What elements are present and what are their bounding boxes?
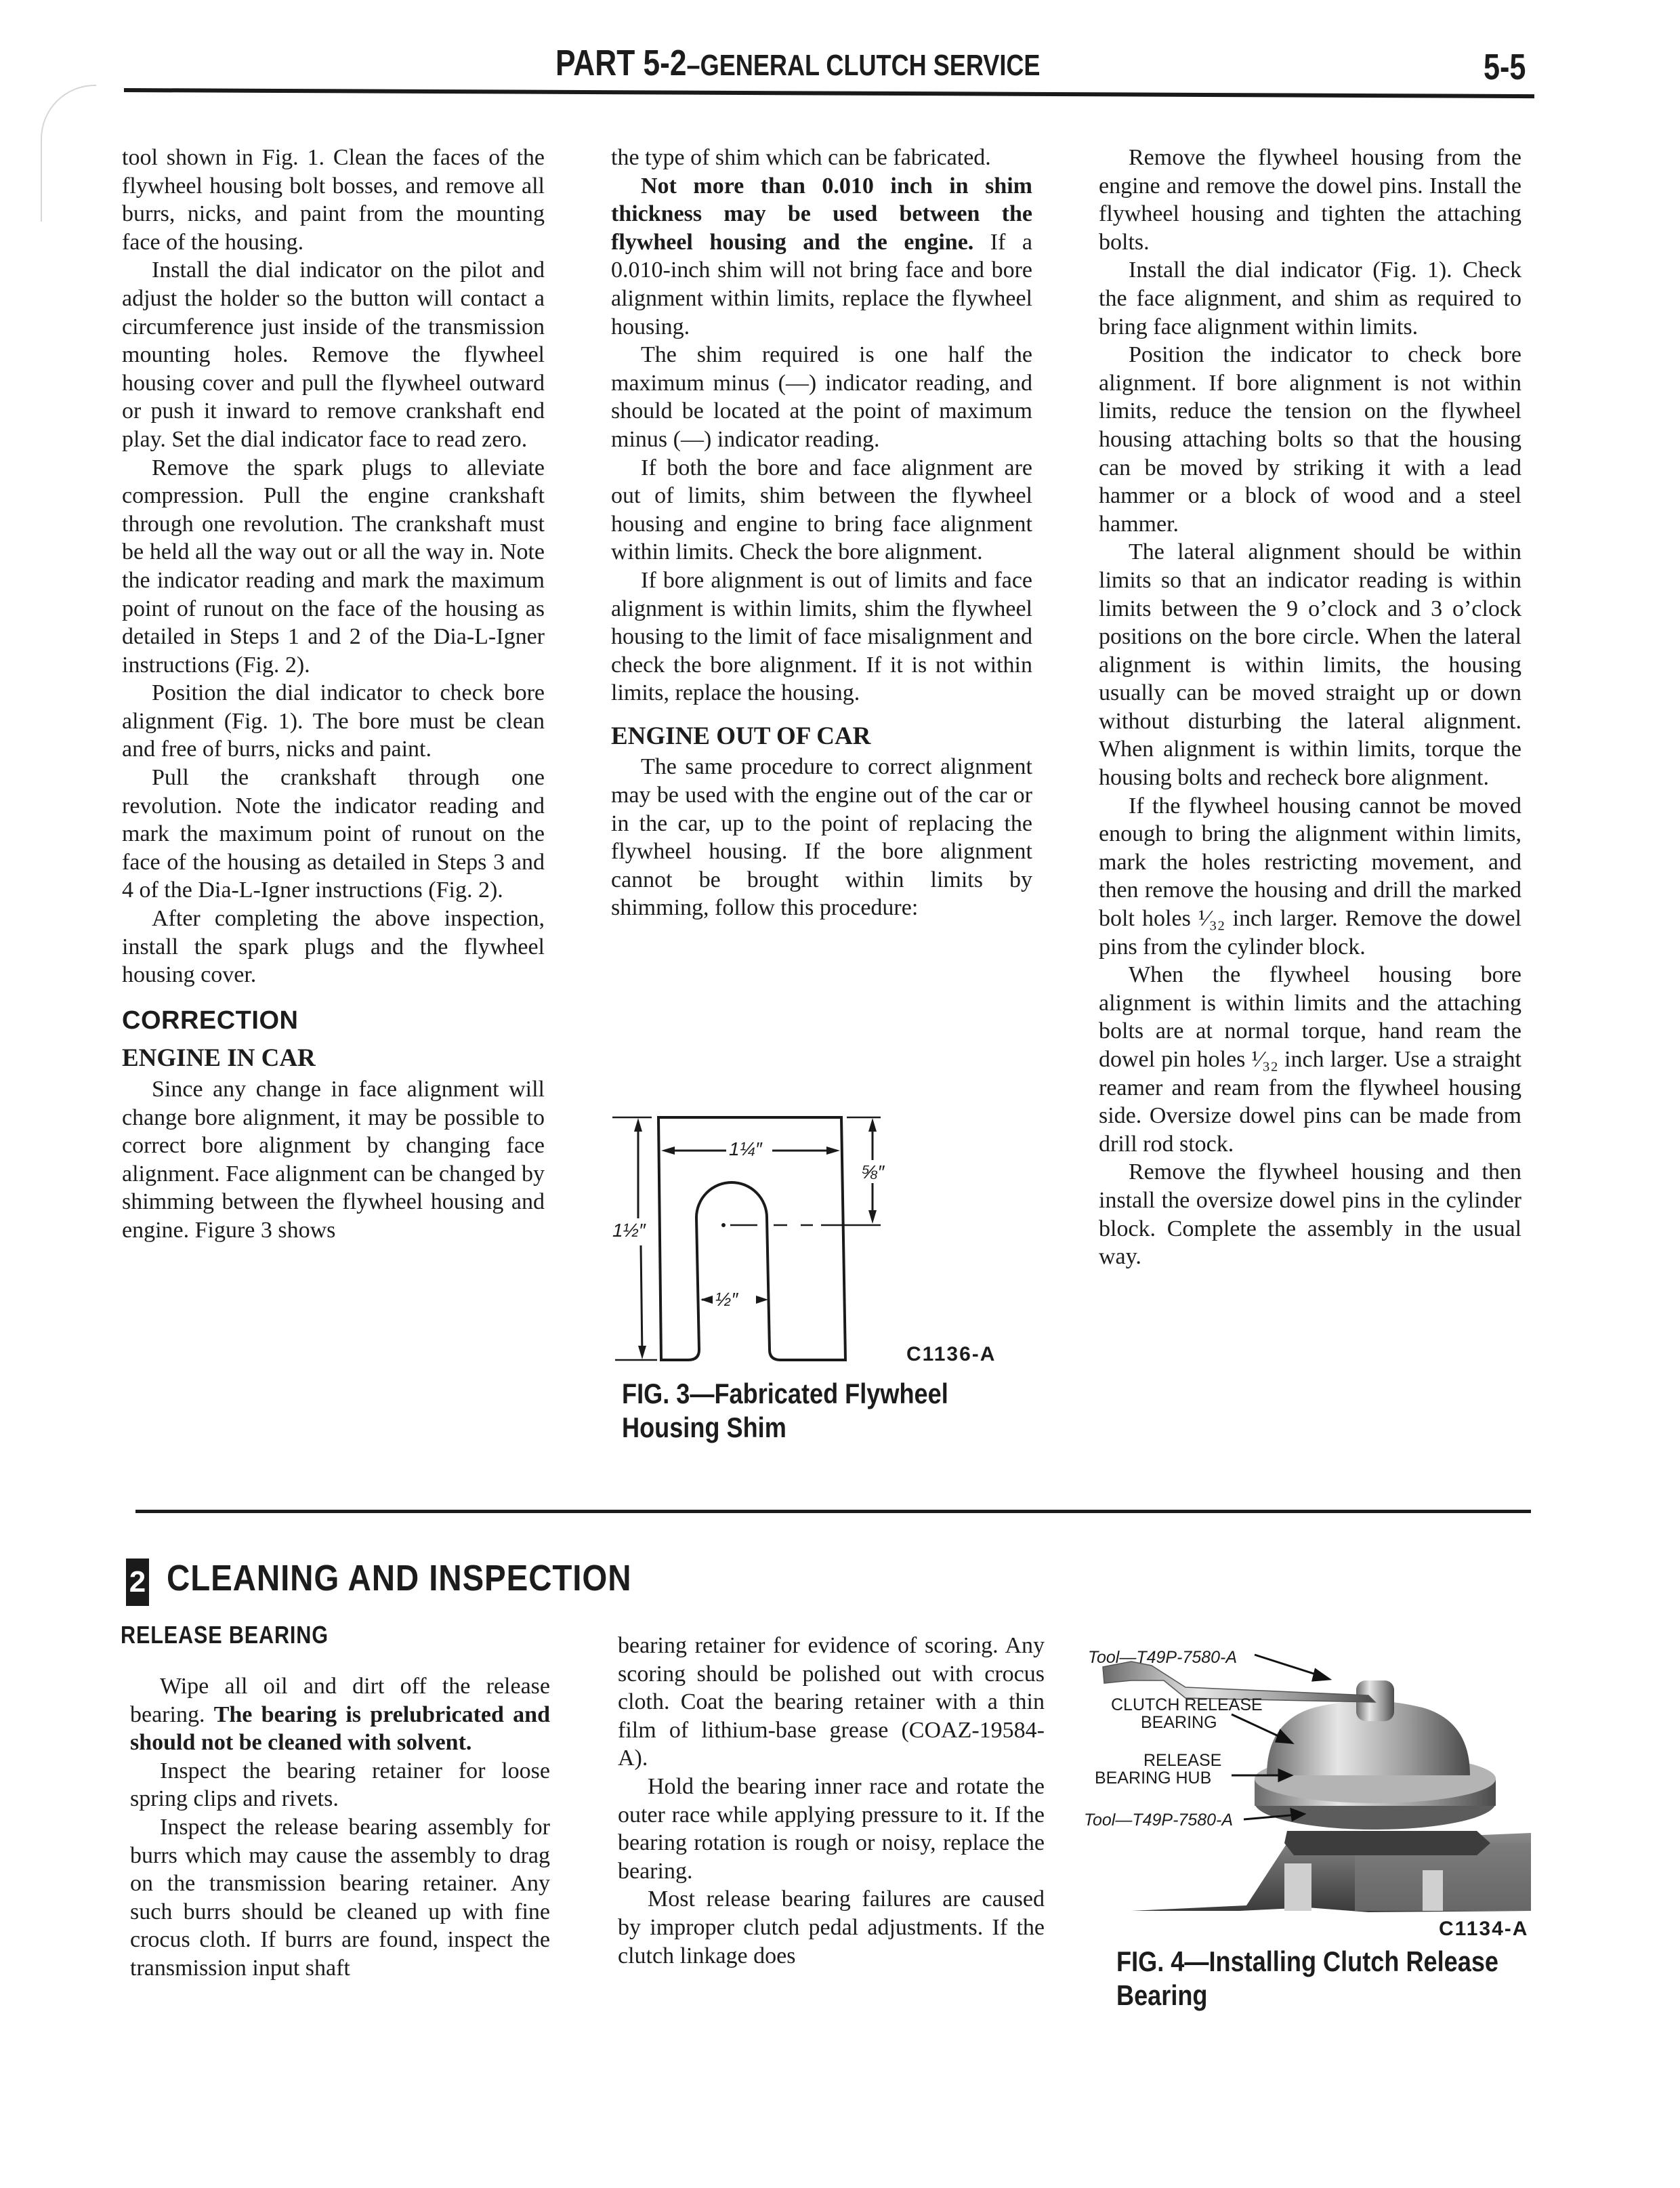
paragraph: the type of shim which can be fabricated.: [611, 145, 991, 170]
subheading-release-bearing: RELEASE BEARING: [121, 1621, 329, 1649]
callout-tool-top: Tool—T49P-7580-A: [1088, 1648, 1238, 1667]
plain-text: Wipe all oil and dirt off the release bearing.: [130, 1674, 550, 1727]
part-label: PART 5-2: [555, 43, 687, 83]
paragraph: If both the bore and face alignment are out of limits, shim between the flywheel housing and engine to bring face alignment within limits. Check the bore alignment.: [611, 455, 1032, 565]
section2-column-1: [130, 1672, 550, 1983]
callout-tool-bottom: Tool—T49P-7580-A: [1084, 1811, 1234, 1830]
paragraph: If the flywheel housing cannot be moved enough to bring the alignment within limits, mark the holes restricting movement, and then remove the housing and drill the marked bolt holes ¹⁄₃₂ inch larger. Remove the dowel pins from the cylinder block.: [1099, 793, 1521, 959]
heading-correction: CORRECTION: [122, 1006, 299, 1035]
paragraph: Install the dial indicator on the pilot and adjust the holder so the button will contact a circumference just inside of the transmission mounting holes. Remove the flywheel housing cover and pull the flywheel outward or push it inward to remove crankshaft end play. Set the dial indicator face to read zero.: [122, 257, 545, 452]
paragraph: Hold the bearing inner race and rotate the outer race while applying pressure to it. If the bearing rotation is rough or noisy, replace the bearing.: [618, 1773, 1045, 1884]
paragraph: tool shown in Fig. 1. Clean the faces of the flywheel housing bolt bosses, and remove all burrs, nicks, and paint from the mounting face of the housing.: [122, 145, 545, 255]
paragraph: When the flywheel housing bore alignment is within limits and the attaching bolts are at normal torque, hand ream the dowel pin holes ¹⁄₃₂ inch larger. Use a straight reamer and ream from the flywheel housing side. Oversize dowel pins can be made from drill rod stock.: [1099, 962, 1521, 1157]
caption-line: Bearing: [1116, 1979, 1208, 2011]
warning-bold-text: Not more than 0.010 inch in shim thickness may be used between the flywheel housing and the engine.: [611, 173, 1032, 255]
paragraph: Pull the crankshaft through one revolution. Note the indicator reading and mark the maximum point of runout on the face of the housing as detailed in Steps 3 and 4 of the Dia-L-Igner instructions (Fig. 2).: [122, 765, 545, 903]
column-2: [611, 144, 1032, 922]
dim-slot-width-label: ½″: [715, 1289, 738, 1310]
section-title: CLEANING AND INSPECTION: [167, 1558, 632, 1598]
figure-4-caption: [1116, 1945, 1498, 2012]
paragraph: Inspect the release bearing assembly for burrs which may cause the assembly to drag on the transmission bearing retainer. Any such burrs should be cleaned up with fine crocus cloth. If burrs are found, inspect the transmission input shaft: [130, 1814, 550, 1981]
dim-slot-depth-label: ⅝″: [862, 1161, 885, 1182]
callout-bearing-hub: BEARING HUB: [1095, 1769, 1212, 1788]
callout-bearing: BEARING: [1141, 1713, 1217, 1732]
caption-line: Housing Shim: [622, 1411, 786, 1443]
paragraph-warning: [611, 172, 1032, 342]
paragraph: Install the dial indicator (Fig. 1). Check the face alignment, and shim as required to bring face alignment within limits.: [1099, 257, 1521, 339]
paragraph: Position the indicator to check bore alignment. If bore alignment is not within limits, reduce the tension on the flywheel housing attaching bolts so that the housing can be moved by striking it with a lead hammer or a block of wood and a steel hammer.: [1099, 342, 1521, 537]
paragraph: The same procedure to correct alignment may be used with the engine out of the car or in the car, up to the point of replacing the flywheel housing. If the bore alignment cannot be brought within limits by shimming, follow this procedure:: [611, 754, 1032, 921]
dim-width-label: 1¼″: [729, 1138, 762, 1159]
dim-height-label: 1½″: [612, 1220, 646, 1241]
paragraph: If bore alignment is out of limits and face alignment is within limits, shim the flywheel housing to the limit of face misalignment and check the bore alignment. If it is not within limits, replace the housing.: [611, 567, 1032, 706]
caption-line: FIG. 4—Installing Clutch Release: [1116, 1945, 1499, 1977]
figure-code: C1136-A: [906, 1343, 996, 1365]
paragraph: Remove the flywheel housing and then install the oversize dowel pins in the cylinder block. Complete the assembly in the usual way.: [1099, 1159, 1521, 1270]
header-dash: –: [686, 49, 700, 82]
shim-drawing: [610, 1098, 1043, 1423]
callout-clutch-release: CLUTCH RELEASE: [1111, 1695, 1263, 1714]
paragraph: bearing retainer for evidence of scoring. Any scoring should be polished out with crocus cloth. Coat the bearing retainer with a thin film of lithium-base grease (COAZ-19584-A).: [618, 1633, 1045, 1771]
paragraph: The lateral alignment should be within limits so that an indicator reading is within limits between the 9 o’clock and 3 o’clock positions on the bore circle. When the lateral alignment is within limits, the housing usually can be moved straight up or down without disturbing the lateral alignment. When alignment is within limits, torque the housing bolts and recheck bore alignment.: [1099, 539, 1521, 791]
caption-line: FIG. 3—Fabricated Flywheel: [622, 1378, 948, 1409]
heading-engine-in-car: ENGINE IN CAR: [122, 1044, 316, 1073]
paragraph: Inspect the bearing retainer for loose spring clips and rivets.: [130, 1758, 550, 1812]
figure-3-caption: [622, 1377, 948, 1445]
callout-release: RELEASE: [1143, 1751, 1222, 1770]
section-title: GENERAL CLUTCH SERVICE: [700, 49, 1041, 82]
column-3: [1099, 144, 1521, 1271]
section-number-badge: 2: [126, 1559, 149, 1606]
paragraph: The shim required is one half the maximum minus (—) indicator reading, and should be located at the point of maximum minus (—) indicator reading.: [611, 342, 1032, 452]
page-number: 5-5: [1484, 47, 1526, 87]
paragraph: Since any change in face alignment will change bore alignment, it may be possible to correct bore alignment by changing face alignment. Face alignment can be changed by shimming between the flywheel housing and engine. Figure 3 shows: [122, 1077, 545, 1243]
paragraph: Most release bearing failures are caused by improper clutch pedal adjustments. If the clutch linkage does: [618, 1886, 1045, 1968]
warning-bold-text: The bearing is prelubricated and should not be cleaned with solvent.: [130, 1701, 551, 1756]
paragraph: Remove the spark plugs to alleviate compression. Pull the engine crankshaft through one revolution. The crankshaft must be held all the way out or all the way in. Note the indicator reading and mark the maximum point of runout on the face of the housing as detailed in Steps 1 and 2 of the Dia-L-Igner instructions (Fig. 2).: [122, 455, 545, 678]
heading-engine-out-of-car: ENGINE OUT OF CAR: [611, 722, 871, 750]
column-1: [122, 144, 545, 1245]
paragraph: Position the dial indicator to check bore alignment (Fig. 1). The bore must be clean and free of burrs, nicks and paint.: [122, 680, 545, 762]
warning-rest-text: If a 0.010-inch shim will not bring face and bore alignment within limits, replace the flywheel housing.: [611, 229, 1032, 339]
figure-3-shim-diagram: [610, 1098, 1043, 1443]
section-divider-rule: [135, 1510, 1531, 1513]
paragraph: Remove the flywheel housing from the engine and remove the dowel pins. Install the flywheel housing and tighten the attaching bolts.: [1099, 145, 1521, 255]
figure-4-release-bearing-photo: [1084, 1640, 1545, 2046]
running-header: [555, 42, 1040, 84]
paragraph: [130, 1672, 550, 1757]
paragraph: After completing the above inspection, install the spark plugs and the flywheel housing cover.: [122, 906, 545, 988]
section2-column-2: [618, 1632, 1045, 1970]
figure-code: C1134-A: [1439, 1918, 1529, 1940]
header-rule: [124, 88, 1534, 98]
page-edge-mark: [41, 85, 96, 222]
